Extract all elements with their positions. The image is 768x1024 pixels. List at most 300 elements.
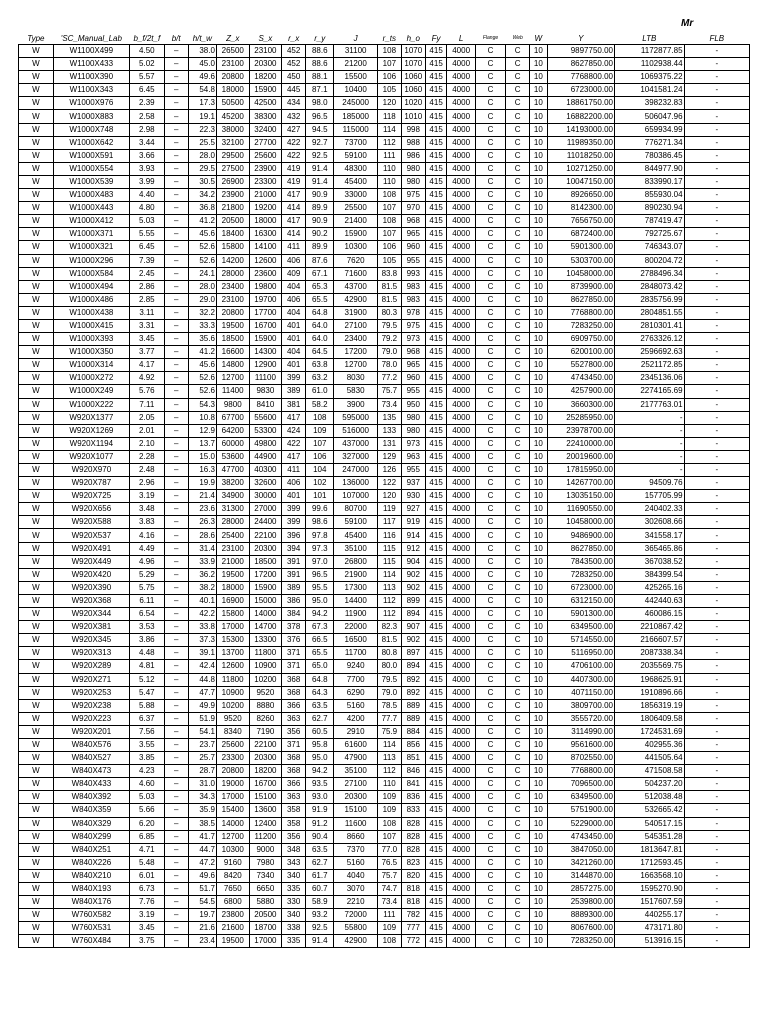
table-cell: 23300 <box>249 175 282 188</box>
table-cell: 115000 <box>334 123 378 136</box>
table-cell: C <box>475 123 505 136</box>
table-cell: 415 <box>425 175 447 188</box>
table-cell: 45400 <box>334 529 378 542</box>
table-cell: 10 <box>530 162 547 175</box>
table-cell: W1000X591 <box>53 149 129 162</box>
table-cell: W840X473 <box>53 765 129 778</box>
table-cell: W840X392 <box>53 791 129 804</box>
table-cell: 427 <box>282 123 306 136</box>
table-row <box>19 411 750 424</box>
table-cell: 3070 <box>334 883 378 896</box>
table-cell: C <box>475 712 505 725</box>
table-cell: 91.2 <box>306 817 334 830</box>
table-cell: C <box>506 424 530 437</box>
table-cell: 63.8 <box>306 359 334 372</box>
table-cell: 81.5 <box>377 280 401 293</box>
table-cell: 101 <box>306 490 334 503</box>
table-cell: 415 <box>425 189 447 202</box>
table-cell: 18861750.00 <box>547 97 614 110</box>
table-cell: 5.57 <box>129 71 164 84</box>
table-cell: 54.1 <box>188 725 216 738</box>
table-cell: 49.9 <box>188 699 216 712</box>
table-cell: 1663568.10 <box>614 869 684 882</box>
table-row <box>19 869 750 882</box>
table-cell: W840X299 <box>53 830 129 843</box>
table-cell: 4000 <box>447 464 475 477</box>
table-cell: C <box>506 58 530 71</box>
table-cell: 890230.94 <box>614 202 684 215</box>
table-cell: 955 <box>401 254 425 267</box>
table-cell: 820 <box>401 869 425 882</box>
table-cell: 415 <box>425 149 447 162</box>
col-header-sx: S_x <box>258 34 273 43</box>
table-cell: C <box>506 175 530 188</box>
table-cell: 772 <box>401 935 425 948</box>
table-cell: C <box>506 712 530 725</box>
table-cell: C <box>475 162 505 175</box>
table-cell: 21.6 <box>188 922 216 935</box>
table-cell: 4000 <box>447 162 475 175</box>
table-cell: 75.9 <box>377 725 401 738</box>
table-cell: 79.2 <box>377 333 401 346</box>
table-cell: 10 <box>530 110 547 123</box>
table-cell: 27100 <box>334 319 378 332</box>
table-cell: 10 <box>530 267 547 280</box>
table-cell: C <box>506 359 530 372</box>
table-cell: 15900 <box>249 333 282 346</box>
table-cell: W <box>19 922 54 935</box>
table-cell: 2.28 <box>129 450 164 463</box>
table-cell: 356 <box>282 725 306 738</box>
table-cell: 415 <box>425 935 447 948</box>
table-cell: 63.5 <box>306 843 334 856</box>
table-row <box>19 660 750 673</box>
table-cell: 367038.52 <box>614 555 684 568</box>
table-cell: 71600 <box>334 267 378 280</box>
table-cell: - <box>614 411 684 424</box>
table-cell: 23100 <box>216 542 249 555</box>
table-cell: 77.2 <box>377 372 401 385</box>
table-cell: 64.8 <box>306 306 334 319</box>
table-cell: - <box>684 293 749 306</box>
table-cell: 80700 <box>334 503 378 516</box>
table-cell: 4000 <box>447 202 475 215</box>
table-cell: 78.0 <box>377 359 401 372</box>
table-cell: 437000 <box>334 437 378 450</box>
table-cell: 4000 <box>447 817 475 830</box>
table-cell: 396 <box>282 529 306 542</box>
table-cell: W <box>19 869 54 882</box>
table-cell: 31100 <box>334 45 378 58</box>
table-cell: - <box>684 398 749 411</box>
table-cell: 5.12 <box>129 673 164 686</box>
table-cell: 516000 <box>334 424 378 437</box>
table-cell: 90.4 <box>306 830 334 843</box>
table-cell: 23.4 <box>188 935 216 948</box>
table-cell: C <box>475 97 505 110</box>
table-cell: 62.7 <box>306 856 334 869</box>
table-cell: - <box>684 922 749 935</box>
table-cell: 335 <box>282 883 306 896</box>
table-cell: 11400 <box>216 385 249 398</box>
table-cell: 35100 <box>334 765 378 778</box>
table-row <box>19 634 750 647</box>
table-cell: 540517.15 <box>614 817 684 830</box>
table-cell: 776271.34 <box>614 136 684 149</box>
table-cell: 10 <box>530 359 547 372</box>
table-cell: 415 <box>425 437 447 450</box>
table-cell: 42.4 <box>188 660 216 673</box>
table-cell: 14300 <box>249 346 282 359</box>
table-row <box>19 477 750 490</box>
table-row <box>19 922 750 935</box>
table-cell: 10 <box>530 594 547 607</box>
table-cell: 6650 <box>249 883 282 896</box>
table-cell: 960 <box>401 241 425 254</box>
table-cell: 980 <box>401 162 425 175</box>
table-cell: W1000X412 <box>53 215 129 228</box>
table-cell: 4000 <box>447 843 475 856</box>
table-cell: 47.2 <box>188 856 216 869</box>
table-cell: C <box>475 856 505 869</box>
table-cell: C <box>506 883 530 896</box>
table-cell: 414 <box>282 228 306 241</box>
table-cell: 50500 <box>216 97 249 110</box>
table-cell: 99.6 <box>306 503 334 516</box>
table-cell: 5.03 <box>129 791 164 804</box>
table-cell: 7.39 <box>129 254 164 267</box>
table-cell: 10 <box>530 909 547 922</box>
table-row <box>19 896 750 909</box>
table-cell: 10 <box>530 686 547 699</box>
table-cell: W <box>19 202 54 215</box>
table-cell: 4000 <box>447 254 475 267</box>
table-cell: 35.9 <box>188 804 216 817</box>
table-cell: 10 <box>530 660 547 673</box>
table-cell: – <box>164 162 188 175</box>
table-cell: W <box>19 791 54 804</box>
table-cell: C <box>475 372 505 385</box>
table-cell: 11690550.00 <box>547 503 614 516</box>
table-cell: 8030 <box>334 372 378 385</box>
table-row <box>19 267 750 280</box>
table-cell: C <box>475 149 505 162</box>
table-cell: 240402.33 <box>614 503 684 516</box>
table-cell: 110 <box>377 175 401 188</box>
table-cell: 902 <box>401 634 425 647</box>
table-cell: – <box>164 267 188 280</box>
table-cell: 23900 <box>216 189 249 202</box>
table-cell: 358 <box>282 817 306 830</box>
table-cell: C <box>475 254 505 267</box>
table-cell: 2.45 <box>129 267 164 280</box>
table-cell: 415 <box>425 71 447 84</box>
table-cell: 365465.86 <box>614 542 684 555</box>
table-cell: 415 <box>425 136 447 149</box>
table-cell: 28.0 <box>188 149 216 162</box>
table-cell: 107 <box>377 830 401 843</box>
table-cell: 927 <box>401 503 425 516</box>
table-cell: 9000 <box>249 843 282 856</box>
table-cell: – <box>164 202 188 215</box>
table-cell: 80.3 <box>377 306 401 319</box>
table-cell: 10 <box>530 752 547 765</box>
table-cell: 425265.16 <box>614 581 684 594</box>
table-cell: 4000 <box>447 542 475 555</box>
table-cell: C <box>475 503 505 516</box>
table-cell: C <box>506 817 530 830</box>
table-row <box>19 909 750 922</box>
table-cell: C <box>475 175 505 188</box>
table-cell: W840X433 <box>53 778 129 791</box>
table-cell: - <box>684 411 749 424</box>
table-cell: W1000X350 <box>53 346 129 359</box>
table-cell: 22000 <box>334 621 378 634</box>
table-cell: W920X449 <box>53 555 129 568</box>
table-cell: 94509.76 <box>614 477 684 490</box>
table-cell: – <box>164 385 188 398</box>
table-cell: W1100X390 <box>53 71 129 84</box>
table-cell: 4000 <box>447 437 475 450</box>
table-cell: 10 <box>530 84 547 97</box>
table-cell: 106 <box>377 241 401 254</box>
table-cell: 415 <box>425 712 447 725</box>
table-cell: 6723000.00 <box>547 84 614 97</box>
table-cell: C <box>506 490 530 503</box>
table-cell: W840X576 <box>53 738 129 751</box>
table-cell: 10 <box>530 542 547 555</box>
table-cell: W920X537 <box>53 529 129 542</box>
table-cell: 368 <box>282 752 306 765</box>
table-cell: 92.7 <box>306 136 334 149</box>
table-cell: C <box>475 608 505 621</box>
table-cell: 415 <box>425 228 447 241</box>
table-cell: 415 <box>425 503 447 516</box>
table-cell: 45400 <box>334 175 378 188</box>
table-cell: 72000 <box>334 909 378 922</box>
table-cell: 892 <box>401 673 425 686</box>
table-cell: 4000 <box>447 58 475 71</box>
table-cell: C <box>475 896 505 909</box>
table-cell: 4000 <box>447 909 475 922</box>
table-cell: 371 <box>282 660 306 673</box>
table-cell: 73700 <box>334 136 378 149</box>
table-cell: W <box>19 634 54 647</box>
table-cell: W920X1077 <box>53 450 129 463</box>
table-cell: 937 <box>401 477 425 490</box>
table-cell: 51.9 <box>188 712 216 725</box>
table-cell: C <box>475 686 505 699</box>
table-cell: W920X970 <box>53 464 129 477</box>
table-cell: 35100 <box>334 542 378 555</box>
table-cell: 415 <box>425 581 447 594</box>
table-cell: C <box>506 621 530 634</box>
table-cell: C <box>506 437 530 450</box>
table-cell: 415 <box>425 372 447 385</box>
table-cell: 55600 <box>249 411 282 424</box>
table-cell: W840X329 <box>53 817 129 830</box>
table-cell: 415 <box>425 464 447 477</box>
table-cell: 12900 <box>249 359 282 372</box>
table-cell: W1000X415 <box>53 319 129 332</box>
table-cell: 4743450.00 <box>547 372 614 385</box>
table-cell: 11989350.00 <box>547 136 614 149</box>
table-cell: 833 <box>401 804 425 817</box>
table-row <box>19 935 750 948</box>
table-cell: 828 <box>401 843 425 856</box>
table-row <box>19 883 750 896</box>
table-cell: 7370 <box>334 843 378 856</box>
table-cell: 18000 <box>216 581 249 594</box>
table-cell: 415 <box>425 162 447 175</box>
table-cell: C <box>506 843 530 856</box>
table-cell: C <box>506 568 530 581</box>
table-cell: W920X368 <box>53 594 129 607</box>
table-cell: 6909750.00 <box>547 333 614 346</box>
table-cell: C <box>475 437 505 450</box>
table-cell: 8260 <box>249 712 282 725</box>
table-cell: C <box>506 241 530 254</box>
table-row <box>19 84 750 97</box>
table-cell: W840X226 <box>53 856 129 869</box>
table-cell: 3144870.00 <box>547 869 614 882</box>
table-cell: 6.37 <box>129 712 164 725</box>
table-cell: W <box>19 673 54 686</box>
table-cell: C <box>506 306 530 319</box>
table-cell: W1100X343 <box>53 84 129 97</box>
table-cell: 2177763.01 <box>614 398 684 411</box>
table-cell: C <box>506 385 530 398</box>
table-cell: 6.20 <box>129 817 164 830</box>
table-cell: C <box>506 608 530 621</box>
table-cell: C <box>475 293 505 306</box>
table-cell: 415 <box>425 202 447 215</box>
table-cell: 4000 <box>447 149 475 162</box>
table-cell: W <box>19 647 54 660</box>
table-cell: - <box>614 464 684 477</box>
table-cell: 61600 <box>334 738 378 751</box>
table-cell: C <box>506 647 530 660</box>
table-cell: C <box>475 215 505 228</box>
table-cell: 4000 <box>447 346 475 359</box>
table-cell: – <box>164 778 188 791</box>
table-cell: 96.5 <box>306 110 334 123</box>
table-cell: W <box>19 503 54 516</box>
table-cell: 55800 <box>334 922 378 935</box>
table-cell: 9830 <box>249 385 282 398</box>
table-cell: C <box>475 71 505 84</box>
table-cell: C <box>475 542 505 555</box>
table-cell: - <box>684 712 749 725</box>
table-cell: W920X588 <box>53 516 129 529</box>
table-cell: 114 <box>377 738 401 751</box>
table-cell: 42900 <box>334 935 378 948</box>
table-cell: 8627850.00 <box>547 293 614 306</box>
table-cell: 4.49 <box>129 542 164 555</box>
table-cell: 5.75 <box>129 581 164 594</box>
table-cell: 10 <box>530 411 547 424</box>
table-cell: - <box>684 136 749 149</box>
table-row <box>19 464 750 477</box>
table-cell: C <box>475 699 505 712</box>
table-cell: 33.9 <box>188 555 216 568</box>
table-row <box>19 175 750 188</box>
table-cell: 118 <box>377 110 401 123</box>
table-cell: 10 <box>530 398 547 411</box>
table-cell: 6872400.00 <box>547 228 614 241</box>
table-cell: 415 <box>425 267 447 280</box>
table-cell: – <box>164 306 188 319</box>
table-cell: 1020 <box>401 97 425 110</box>
table-cell: 5880 <box>249 896 282 909</box>
table-cell: - <box>684 45 749 58</box>
table-cell: – <box>164 97 188 110</box>
table-cell: 185000 <box>334 110 378 123</box>
table-cell: 16700 <box>249 778 282 791</box>
table-cell: 4000 <box>447 516 475 529</box>
table-cell: 76.5 <box>377 856 401 869</box>
table-cell: 415 <box>425 856 447 869</box>
table-cell: 828 <box>401 817 425 830</box>
table-cell: 10200 <box>216 699 249 712</box>
table-cell: 4000 <box>447 293 475 306</box>
table-cell: 11600 <box>334 817 378 830</box>
table-cell: – <box>164 791 188 804</box>
table-cell: 12.9 <box>188 424 216 437</box>
table-cell: C <box>506 922 530 935</box>
table-cell: 3.86 <box>129 634 164 647</box>
table-cell: 782 <box>401 909 425 922</box>
table-cell: 24.1 <box>188 267 216 280</box>
table-cell: – <box>164 450 188 463</box>
table-cell: - <box>614 450 684 463</box>
table-cell: 7620 <box>334 254 378 267</box>
table-cell: 10900 <box>249 660 282 673</box>
table-cell: 28.7 <box>188 765 216 778</box>
table-cell: 5.66 <box>129 804 164 817</box>
table-cell: – <box>164 738 188 751</box>
table-cell: W1000X296 <box>53 254 129 267</box>
table-cell: C <box>506 529 530 542</box>
table-cell: 4000 <box>447 660 475 673</box>
table-cell: C <box>506 804 530 817</box>
table-cell: 107000 <box>334 490 378 503</box>
table-cell: 914 <box>401 529 425 542</box>
table-cell: 401 <box>282 333 306 346</box>
table-cell: 4000 <box>447 791 475 804</box>
table-cell: 440255.17 <box>614 909 684 922</box>
table-cell: W920X238 <box>53 699 129 712</box>
table-cell: W760X582 <box>53 909 129 922</box>
table-cell: 4000 <box>447 634 475 647</box>
table-cell: - <box>684 490 749 503</box>
table-cell: 415 <box>425 123 447 136</box>
table-cell: - <box>684 594 749 607</box>
table-row <box>19 359 750 372</box>
table-cell: 919 <box>401 516 425 529</box>
table-cell: 20300 <box>334 791 378 804</box>
table-cell: W1000X272 <box>53 372 129 385</box>
table-cell: 54.3 <box>188 398 216 411</box>
table-cell: 5.03 <box>129 215 164 228</box>
table-cell: 78.5 <box>377 699 401 712</box>
table-cell: - <box>684 856 749 869</box>
table-cell: W <box>19 359 54 372</box>
table-cell: 28000 <box>216 267 249 280</box>
table-cell: 21800 <box>216 202 249 215</box>
table-cell: 366 <box>282 778 306 791</box>
table-row <box>19 215 750 228</box>
